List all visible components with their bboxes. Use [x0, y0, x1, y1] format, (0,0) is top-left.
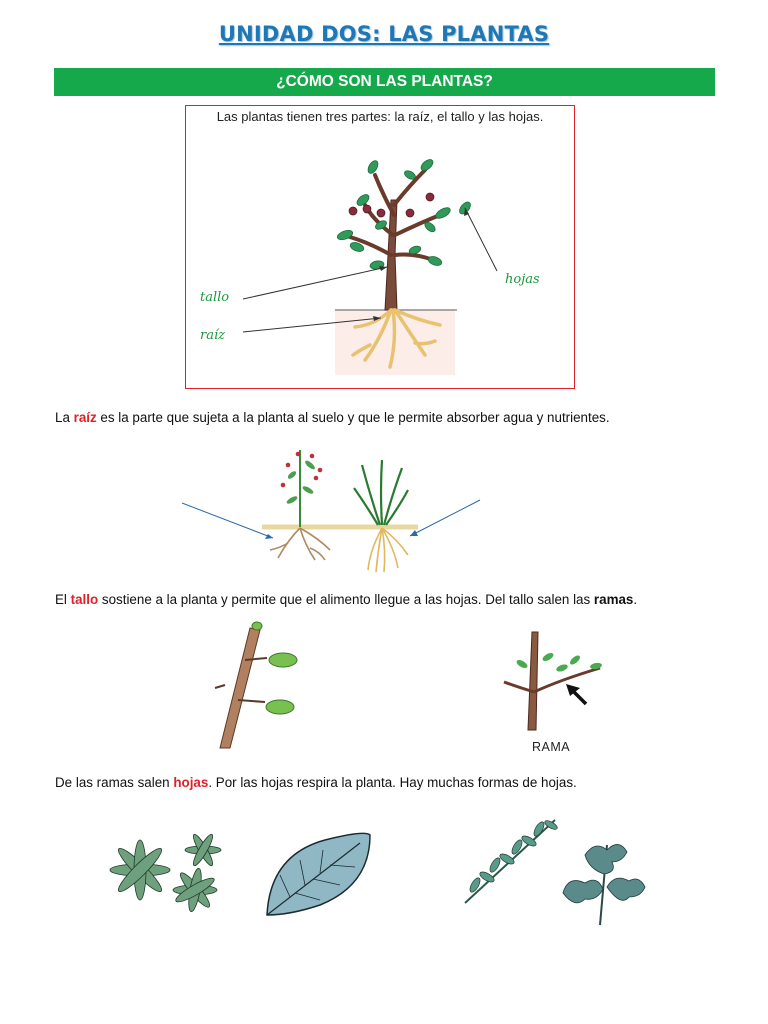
label-raiz: raíz	[200, 328, 225, 343]
leaf-shapes-illustration	[95, 815, 655, 935]
page-title: UNIDAD DOS: LAS PLANTAS	[218, 22, 550, 46]
paragraph-hojas: De las ramas salen hojas. Por las hojas respira la planta. Hay muchas formas de hojas.	[55, 775, 577, 790]
highlight-hojas: hojas	[173, 775, 209, 790]
paragraph-tallo: El tallo sostiene a la planta y permite que el alimento llegue a las hojas. Del tallo salen las ramas.	[55, 592, 638, 607]
section-heading: ¿CÓMO SON LAS PLANTAS?	[276, 73, 493, 90]
highlight-tallo: tallo	[70, 592, 99, 607]
stem-illustration	[205, 620, 305, 750]
label-tallo: tallo	[200, 290, 230, 305]
rama-label: RAMA	[532, 740, 571, 754]
label-hojas: hojas	[505, 272, 540, 287]
figure-caption: Las plantas tienen tres partes: la raíz, el tallo y las hojas.	[216, 109, 544, 124]
roots-illustration	[170, 440, 490, 575]
section-banner	[54, 68, 715, 96]
bold-ramas: ramas	[593, 592, 634, 607]
plant-diagram-illustration	[185, 105, 575, 389]
paragraph-raiz: La raíz es la parte que sujeta a la planta al suelo y que le permite absorber agua y nutrientes.	[55, 410, 610, 425]
highlight-raiz: raíz	[73, 410, 97, 425]
branch-illustration	[500, 632, 610, 732]
